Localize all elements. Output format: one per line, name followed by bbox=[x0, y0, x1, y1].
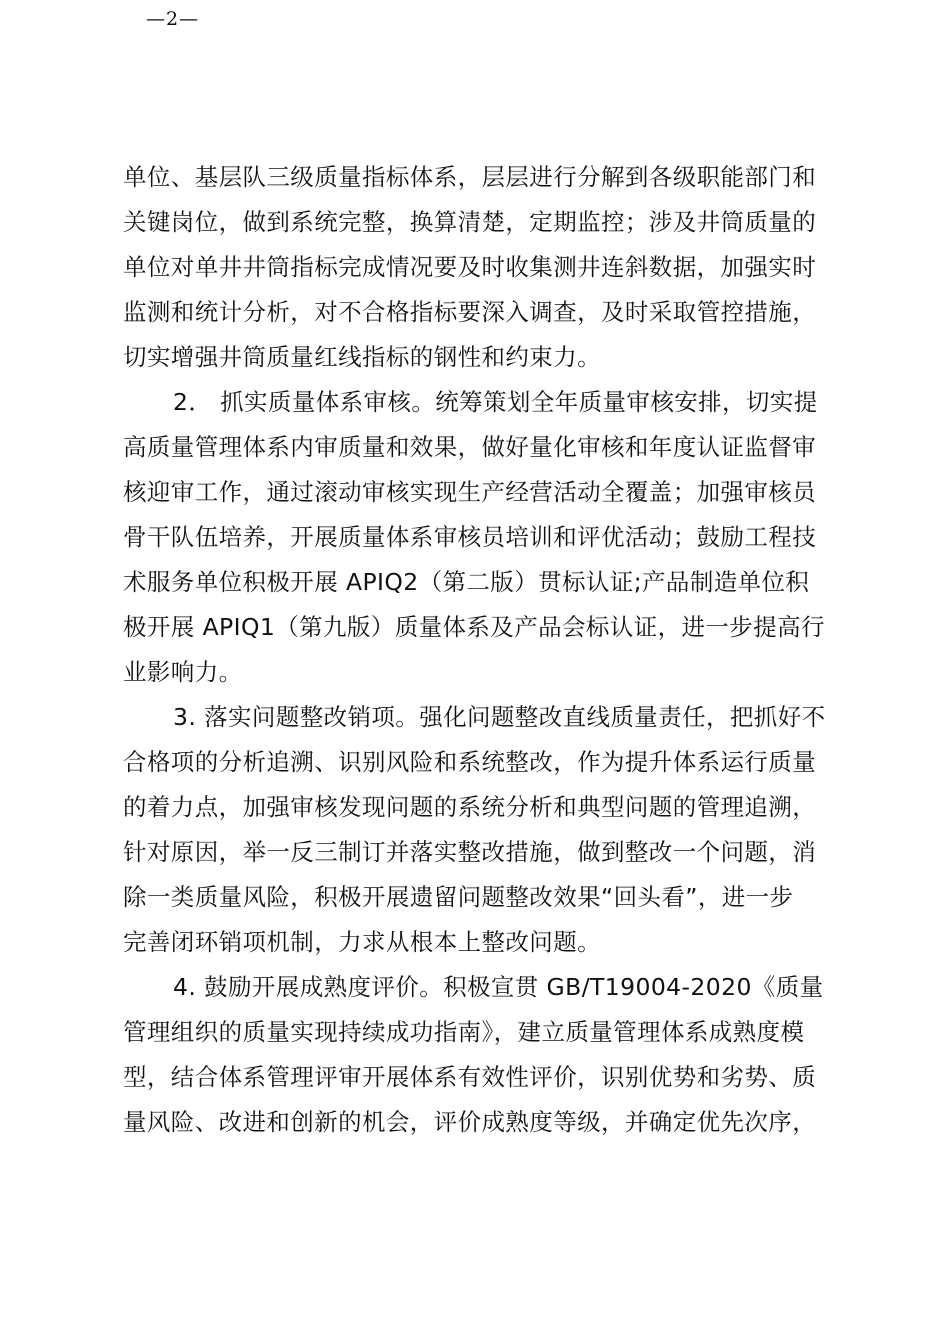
text-line: 单位对单井井筒指标完成情况要及时收集测井连斜数据，加强实时 bbox=[123, 253, 817, 281]
text-line: 术服务单位积极开展 APIQ2（第二版）贯标认证;产品制造单位积 bbox=[123, 568, 810, 596]
text-line: 高质量管理体系内审质量和效果，做好量化审核和年度认证监督审 bbox=[123, 433, 817, 461]
text-line: 针对原因，举一反三制订并落实整改措施，做到整改一个问题，消 bbox=[123, 838, 817, 866]
text-line: 关键岗位，做到系统完整，换算清楚，定期监控；涉及井筒质量的 bbox=[123, 208, 817, 236]
paragraph-3-heading-line: 3. 落实问题整改销项。强化问题整改直线质量责任，把抓好不 bbox=[173, 703, 826, 731]
text-line: 极开展 APIQ1（第九版）质量体系及产品会标认证，进一步提高行 bbox=[123, 613, 825, 641]
text-line: 切实增强井筒质量红线指标的钢性和约束力。 bbox=[123, 343, 601, 371]
text-line: 完善闭环销项机制，力求从根本上整改问题。 bbox=[123, 928, 601, 956]
text-line: 量风险、改进和创新的机会，评价成熟度等级，并确定优先次序， bbox=[123, 1108, 817, 1136]
text-line: 合格项的分析追溯、识别风险和系统整改，作为提升体系运行质量 bbox=[123, 748, 817, 776]
paragraph-2-heading-line: 2． 抓实质量体系审核。统筹策划全年质量审核安排，切实提 bbox=[173, 388, 818, 416]
text-line: 管理组织的质量实现持续成功指南》，建立质量管理体系成熟度模 bbox=[123, 1018, 805, 1046]
text-line: 的着力点，加强审核发现问题的系统分析和典型问题的管理追溯， bbox=[123, 793, 817, 821]
text-line: 型，结合体系管理评审开展体系有效性评价，识别优势和劣势、质 bbox=[123, 1063, 817, 1091]
text-line: 核迎审工作，通过滚动审核实现生产经营活动全覆盖；加强审核员 bbox=[123, 478, 817, 506]
text-line: 除一类质量风险，积极开展遗留问题整改效果“回头看”，进一步 bbox=[123, 883, 794, 911]
text-line: 业影响力。 bbox=[123, 658, 243, 686]
text-line: 骨干队伍培养，开展质量体系审核员培训和评优活动；鼓励工程技 bbox=[123, 523, 817, 551]
paragraph-4-heading-line: 4. 鼓励开展成熟度评价。积极宣贯 GB/T19004-2020《质量 bbox=[173, 973, 824, 1001]
text-line: 监测和统计分析，对不合格指标要深入调查，及时采取管控措施， bbox=[123, 298, 817, 326]
text-line: 单位、基层队三级质量指标体系，层层进行分解到各级职能部门和 bbox=[123, 163, 817, 191]
page-number: —2— bbox=[146, 8, 200, 30]
document-body bbox=[123, 155, 843, 1145]
